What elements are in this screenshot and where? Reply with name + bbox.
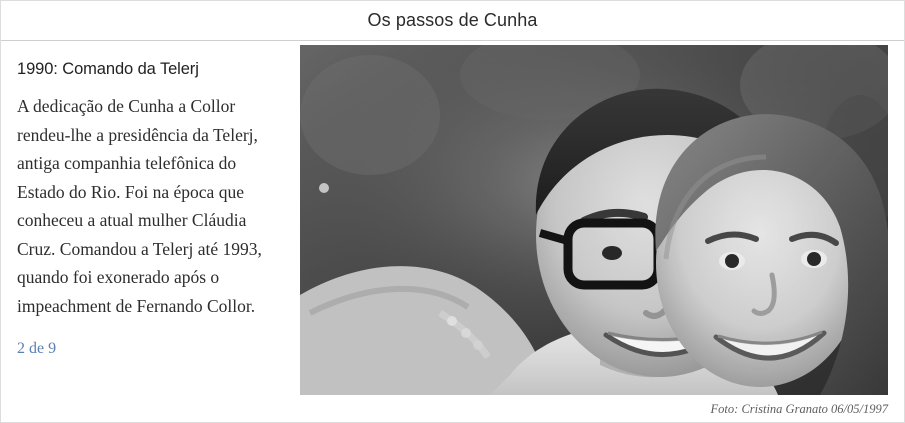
caption-body: A dedicação de Cunha a Collor rendeu-lhe a presidência da Telerj, antiga companhia telefônica do Estado do Rio. Foi na época que conheceu a atual mulher Cláudia Cruz. Comandou a Telerj até 1993, quando foi exonerado após o impeachment de Fernando Collor.	[17, 96, 262, 316]
caption-title: 1990: Comando da Telerj	[17, 60, 199, 78]
page-title: Os passos de Cunha	[367, 10, 538, 30]
media-column	[296, 41, 904, 423]
photo-illustration	[300, 45, 888, 395]
photo-credit: Foto: Cristina Granato 06/05/1997	[710, 402, 888, 416]
slide-photo[interactable]	[300, 45, 888, 395]
caption-column	[1, 41, 296, 423]
slide-counter: 2 de 9	[17, 340, 57, 357]
slide-content	[1, 41, 904, 423]
header	[1, 1, 904, 41]
